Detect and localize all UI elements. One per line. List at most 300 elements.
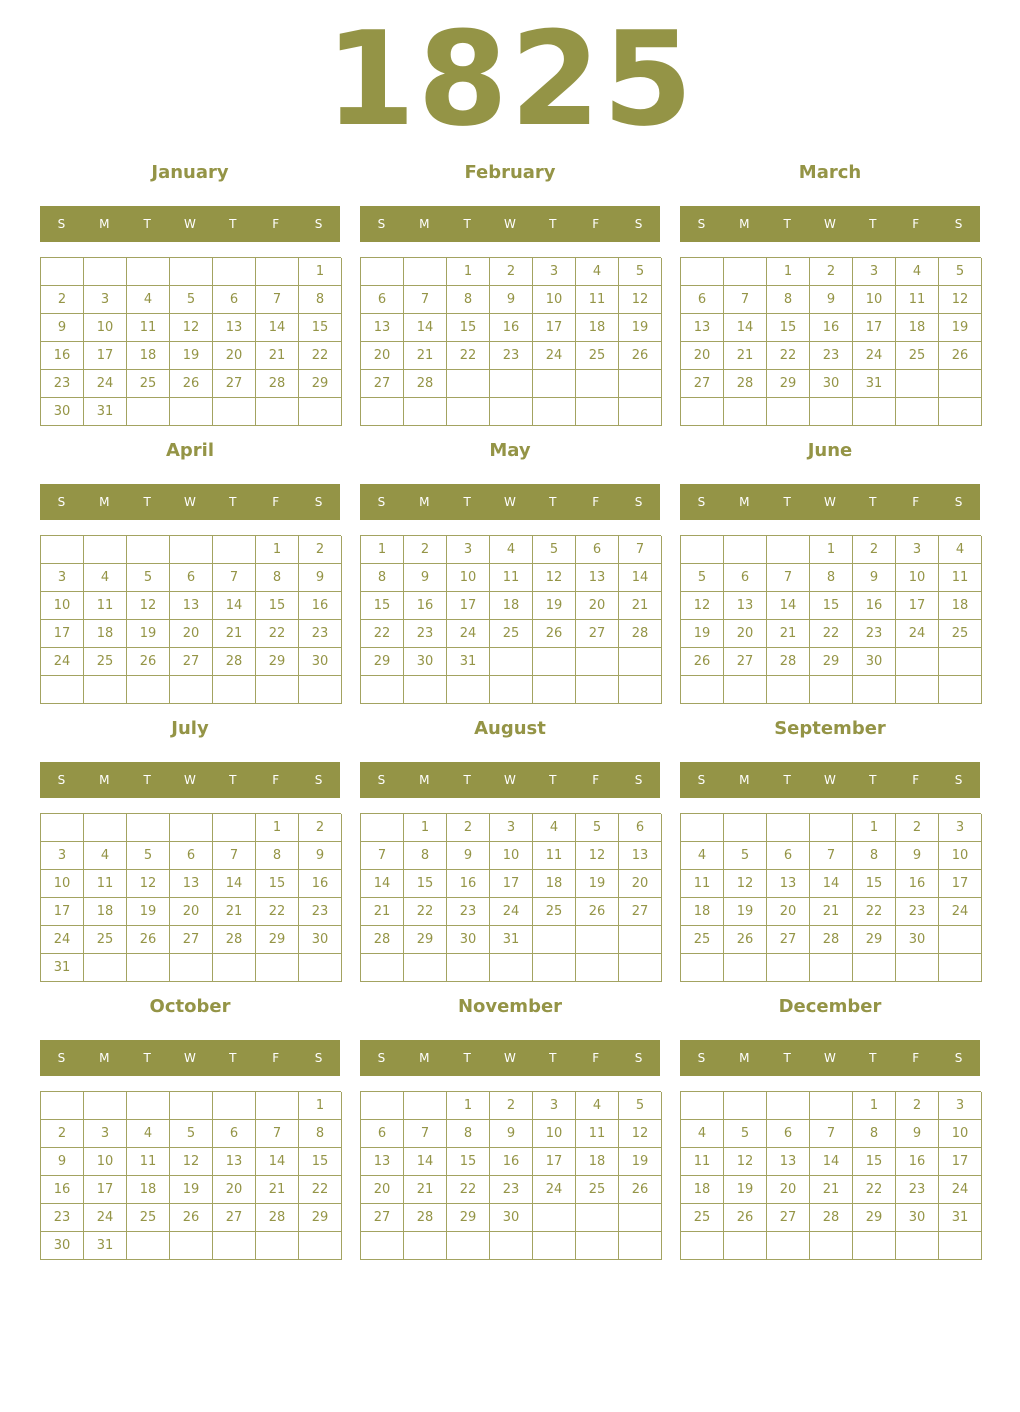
empty-day-cell	[361, 954, 404, 982]
day-cell: 11	[576, 286, 619, 314]
day-cell: 14	[619, 564, 662, 592]
day-cell: 18	[84, 620, 127, 648]
empty-day-cell	[853, 398, 896, 426]
empty-day-cell	[170, 398, 213, 426]
day-cell: 27	[170, 926, 213, 954]
weekday-label: T	[143, 1051, 151, 1065]
day-cell: 6	[681, 286, 724, 314]
day-cell: 7	[404, 286, 447, 314]
weekday-label: M	[739, 1051, 750, 1065]
day-cell: 15	[361, 592, 404, 620]
day-cell: 8	[767, 286, 810, 314]
day-cell: 6	[361, 286, 404, 314]
weekday-label: T	[229, 773, 237, 787]
month-title: July	[171, 718, 209, 739]
day-cell: 6	[170, 564, 213, 592]
weekday-label: S	[634, 217, 643, 231]
weekday-label: S	[634, 1051, 643, 1065]
empty-day-cell	[256, 954, 299, 982]
day-grid	[680, 257, 981, 426]
day-cell: 31	[84, 1232, 127, 1260]
day-cell: 20	[576, 592, 619, 620]
day-cell: 14	[361, 870, 404, 898]
day-cell: 9	[41, 314, 84, 342]
day-cell: 12	[939, 286, 982, 314]
day-cell: 11	[84, 870, 127, 898]
day-cell: 12	[127, 592, 170, 620]
weekday-header	[40, 762, 340, 798]
day-cell: 11	[896, 286, 939, 314]
day-cell: 16	[299, 592, 342, 620]
day-cell: 24	[84, 1204, 127, 1232]
weekday-label: W	[184, 217, 196, 231]
day-cell: 12	[127, 870, 170, 898]
day-cell: 7	[404, 1120, 447, 1148]
day-cell: 22	[853, 898, 896, 926]
day-cell: 20	[619, 870, 662, 898]
day-cell: 21	[404, 1176, 447, 1204]
empty-day-cell	[447, 676, 490, 704]
day-cell: 15	[256, 592, 299, 620]
day-cell: 26	[619, 342, 662, 370]
day-cell: 4	[681, 842, 724, 870]
empty-day-cell	[767, 814, 810, 842]
day-cell: 15	[299, 1148, 342, 1176]
day-cell: 6	[213, 1120, 256, 1148]
weekday-label: T	[143, 773, 151, 787]
weekday-label: S	[314, 217, 323, 231]
empty-day-cell	[41, 676, 84, 704]
empty-day-cell	[41, 1092, 84, 1120]
weekday-label: F	[912, 495, 920, 509]
day-cell: 31	[939, 1204, 982, 1232]
day-cell: 17	[41, 620, 84, 648]
empty-day-cell	[361, 258, 404, 286]
day-cell: 15	[404, 870, 447, 898]
empty-day-cell	[213, 536, 256, 564]
empty-day-cell	[256, 398, 299, 426]
day-cell: 23	[41, 1204, 84, 1232]
weekday-label: F	[592, 1051, 600, 1065]
empty-day-cell	[810, 954, 853, 982]
empty-day-cell	[853, 1232, 896, 1260]
empty-day-cell	[810, 1232, 853, 1260]
day-cell: 14	[213, 870, 256, 898]
day-cell: 30	[896, 926, 939, 954]
day-cell: 3	[490, 814, 533, 842]
empty-day-cell	[490, 1232, 533, 1260]
weekday-label: S	[377, 1051, 386, 1065]
day-cell: 27	[767, 926, 810, 954]
day-cell: 22	[256, 898, 299, 926]
empty-day-cell	[896, 676, 939, 704]
day-cell: 3	[533, 258, 576, 286]
day-cell: 1	[404, 814, 447, 842]
weekday-label: F	[912, 773, 920, 787]
day-cell: 1	[767, 258, 810, 286]
day-cell: 17	[490, 870, 533, 898]
day-cell: 28	[361, 926, 404, 954]
day-cell: 13	[170, 870, 213, 898]
day-cell: 12	[170, 1148, 213, 1176]
weekday-label: T	[783, 773, 791, 787]
day-cell: 21	[810, 1176, 853, 1204]
empty-day-cell	[533, 648, 576, 676]
day-cell: 8	[361, 564, 404, 592]
empty-day-cell	[361, 398, 404, 426]
empty-day-cell	[84, 814, 127, 842]
empty-day-cell	[361, 814, 404, 842]
day-cell: 30	[299, 648, 342, 676]
day-cell: 12	[681, 592, 724, 620]
empty-day-cell	[724, 814, 767, 842]
day-cell: 22	[853, 1176, 896, 1204]
empty-day-cell	[490, 398, 533, 426]
day-cell: 23	[810, 342, 853, 370]
weekday-label: W	[504, 495, 516, 509]
day-cell: 22	[447, 342, 490, 370]
day-cell: 19	[127, 898, 170, 926]
day-cell: 5	[170, 1120, 213, 1148]
weekday-label: W	[824, 217, 836, 231]
empty-day-cell	[896, 398, 939, 426]
day-cell: 12	[533, 564, 576, 592]
day-cell: 27	[361, 1204, 404, 1232]
day-cell: 4	[576, 1092, 619, 1120]
day-cell: 19	[724, 1176, 767, 1204]
day-cell: 14	[404, 314, 447, 342]
empty-day-cell	[127, 398, 170, 426]
day-cell: 26	[681, 648, 724, 676]
day-cell: 7	[256, 286, 299, 314]
weekday-label: M	[419, 773, 430, 787]
day-cell: 25	[84, 648, 127, 676]
empty-day-cell	[939, 370, 982, 398]
day-cell: 26	[533, 620, 576, 648]
day-cell: 23	[299, 620, 342, 648]
empty-day-cell	[127, 676, 170, 704]
day-cell: 16	[896, 870, 939, 898]
weekday-label: S	[954, 773, 963, 787]
day-cell: 25	[681, 1204, 724, 1232]
weekday-label: M	[419, 1051, 430, 1065]
weekday-label: T	[549, 495, 557, 509]
day-cell: 10	[41, 870, 84, 898]
weekday-label: W	[824, 495, 836, 509]
empty-day-cell	[84, 954, 127, 982]
empty-day-cell	[533, 1232, 576, 1260]
day-cell: 17	[896, 592, 939, 620]
weekday-label: T	[143, 217, 151, 231]
empty-day-cell	[127, 814, 170, 842]
weekday-label: T	[229, 1051, 237, 1065]
empty-day-cell	[170, 954, 213, 982]
weekday-label: S	[697, 773, 706, 787]
empty-day-cell	[724, 1092, 767, 1120]
day-cell: 1	[853, 1092, 896, 1120]
empty-day-cell	[767, 1232, 810, 1260]
day-cell: 21	[256, 1176, 299, 1204]
day-cell: 20	[213, 1176, 256, 1204]
empty-day-cell	[853, 954, 896, 982]
day-cell: 21	[619, 592, 662, 620]
empty-day-cell	[533, 370, 576, 398]
day-cell: 24	[84, 370, 127, 398]
day-cell: 11	[576, 1120, 619, 1148]
empty-day-cell	[299, 398, 342, 426]
empty-day-cell	[404, 676, 447, 704]
day-cell: 15	[810, 592, 853, 620]
empty-day-cell	[213, 954, 256, 982]
day-cell: 18	[896, 314, 939, 342]
weekday-label: F	[912, 1051, 920, 1065]
day-cell: 26	[619, 1176, 662, 1204]
day-cell: 26	[127, 926, 170, 954]
day-cell: 11	[533, 842, 576, 870]
empty-day-cell	[447, 370, 490, 398]
empty-day-cell	[939, 926, 982, 954]
day-cell: 10	[84, 314, 127, 342]
day-cell: 27	[767, 1204, 810, 1232]
day-cell: 9	[896, 1120, 939, 1148]
day-cell: 2	[490, 258, 533, 286]
empty-day-cell	[41, 814, 84, 842]
day-cell: 4	[896, 258, 939, 286]
weekday-label: S	[697, 217, 706, 231]
day-cell: 2	[853, 536, 896, 564]
empty-day-cell	[681, 814, 724, 842]
day-cell: 14	[256, 1148, 299, 1176]
day-cell: 5	[619, 258, 662, 286]
day-cell: 10	[84, 1148, 127, 1176]
empty-day-cell	[213, 676, 256, 704]
day-cell: 27	[724, 648, 767, 676]
weekday-label: S	[57, 1051, 66, 1065]
day-cell: 25	[127, 370, 170, 398]
empty-day-cell	[170, 676, 213, 704]
empty-day-cell	[896, 370, 939, 398]
empty-day-cell	[256, 1232, 299, 1260]
weekday-label: F	[272, 217, 280, 231]
day-cell: 11	[127, 314, 170, 342]
day-cell: 25	[127, 1204, 170, 1232]
day-cell: 23	[853, 620, 896, 648]
day-cell: 15	[299, 314, 342, 342]
empty-day-cell	[84, 1092, 127, 1120]
day-cell: 2	[299, 814, 342, 842]
empty-day-cell	[256, 258, 299, 286]
day-cell: 29	[404, 926, 447, 954]
weekday-label: T	[549, 217, 557, 231]
day-cell: 28	[767, 648, 810, 676]
empty-day-cell	[404, 1232, 447, 1260]
day-cell: 4	[939, 536, 982, 564]
day-cell: 16	[490, 1148, 533, 1176]
day-cell: 4	[127, 1120, 170, 1148]
day-cell: 24	[490, 898, 533, 926]
empty-day-cell	[170, 1232, 213, 1260]
day-grid	[360, 257, 661, 426]
day-cell: 7	[767, 564, 810, 592]
day-cell: 15	[853, 1148, 896, 1176]
weekday-header	[40, 484, 340, 520]
day-cell: 1	[447, 258, 490, 286]
day-cell: 18	[533, 870, 576, 898]
day-cell: 16	[447, 870, 490, 898]
empty-day-cell	[724, 954, 767, 982]
day-cell: 2	[41, 1120, 84, 1148]
empty-day-cell	[361, 1232, 404, 1260]
day-cell: 6	[170, 842, 213, 870]
day-cell: 10	[533, 1120, 576, 1148]
day-cell: 27	[170, 648, 213, 676]
day-cell: 9	[299, 842, 342, 870]
weekday-label: W	[824, 773, 836, 787]
empty-day-cell	[361, 1092, 404, 1120]
day-cell: 10	[533, 286, 576, 314]
day-cell: 4	[84, 842, 127, 870]
day-cell: 20	[767, 1176, 810, 1204]
day-cell: 19	[681, 620, 724, 648]
empty-day-cell	[724, 258, 767, 286]
empty-day-cell	[810, 676, 853, 704]
day-cell: 3	[939, 1092, 982, 1120]
day-cell: 29	[299, 370, 342, 398]
weekday-label: W	[184, 773, 196, 787]
day-cell: 25	[939, 620, 982, 648]
empty-day-cell	[896, 954, 939, 982]
day-cell: 21	[724, 342, 767, 370]
empty-day-cell	[213, 814, 256, 842]
weekday-label: T	[869, 495, 877, 509]
day-cell: 31	[84, 398, 127, 426]
day-cell: 19	[533, 592, 576, 620]
month-title: February	[464, 162, 556, 183]
empty-day-cell	[127, 1232, 170, 1260]
day-cell: 24	[533, 1176, 576, 1204]
weekday-label: S	[697, 1051, 706, 1065]
day-cell: 1	[256, 814, 299, 842]
day-cell: 13	[213, 1148, 256, 1176]
day-cell: 25	[490, 620, 533, 648]
empty-day-cell	[939, 398, 982, 426]
day-cell: 2	[896, 1092, 939, 1120]
empty-day-cell	[361, 676, 404, 704]
day-cell: 22	[299, 1176, 342, 1204]
day-cell: 10	[939, 842, 982, 870]
weekday-label: M	[739, 495, 750, 509]
day-cell: 24	[896, 620, 939, 648]
day-cell: 21	[213, 620, 256, 648]
empty-day-cell	[447, 398, 490, 426]
weekday-label: S	[377, 773, 386, 787]
day-cell: 14	[256, 314, 299, 342]
day-cell: 16	[853, 592, 896, 620]
day-cell: 16	[810, 314, 853, 342]
day-cell: 25	[533, 898, 576, 926]
empty-day-cell	[256, 1092, 299, 1120]
empty-day-cell	[681, 676, 724, 704]
day-cell: 2	[299, 536, 342, 564]
empty-day-cell	[127, 1092, 170, 1120]
day-cell: 7	[619, 536, 662, 564]
day-cell: 13	[213, 314, 256, 342]
day-cell: 3	[447, 536, 490, 564]
day-cell: 23	[447, 898, 490, 926]
weekday-label: F	[592, 495, 600, 509]
day-grid	[40, 1091, 341, 1260]
day-cell: 30	[41, 1232, 84, 1260]
day-cell: 8	[853, 1120, 896, 1148]
day-cell: 29	[447, 1204, 490, 1232]
empty-day-cell	[619, 648, 662, 676]
day-grid	[680, 1091, 981, 1260]
day-cell: 5	[127, 564, 170, 592]
day-cell: 3	[41, 842, 84, 870]
weekday-label: S	[57, 495, 66, 509]
day-cell: 25	[896, 342, 939, 370]
day-cell: 16	[404, 592, 447, 620]
day-cell: 7	[361, 842, 404, 870]
day-cell: 17	[939, 1148, 982, 1176]
empty-day-cell	[127, 536, 170, 564]
day-cell: 31	[853, 370, 896, 398]
weekday-label: S	[314, 495, 323, 509]
day-cell: 19	[170, 342, 213, 370]
day-cell: 6	[213, 286, 256, 314]
day-cell: 26	[724, 926, 767, 954]
day-cell: 19	[127, 620, 170, 648]
day-cell: 1	[361, 536, 404, 564]
day-cell: 10	[490, 842, 533, 870]
day-cell: 7	[213, 564, 256, 592]
weekday-label: T	[229, 495, 237, 509]
empty-day-cell	[533, 676, 576, 704]
day-grid	[40, 257, 341, 426]
empty-day-cell	[681, 954, 724, 982]
empty-day-cell	[447, 954, 490, 982]
day-cell: 11	[681, 870, 724, 898]
day-cell: 18	[681, 1176, 724, 1204]
day-cell: 30	[490, 1204, 533, 1232]
month-title: May	[489, 440, 531, 461]
weekday-label: M	[739, 773, 750, 787]
weekday-label: S	[634, 773, 643, 787]
day-cell: 9	[810, 286, 853, 314]
day-cell: 3	[41, 564, 84, 592]
day-cell: 13	[724, 592, 767, 620]
weekday-label: S	[57, 217, 66, 231]
day-cell: 18	[490, 592, 533, 620]
day-cell: 1	[447, 1092, 490, 1120]
day-cell: 8	[256, 842, 299, 870]
empty-day-cell	[767, 536, 810, 564]
empty-day-cell	[853, 676, 896, 704]
weekday-label: F	[592, 773, 600, 787]
empty-day-cell	[404, 954, 447, 982]
day-cell: 3	[939, 814, 982, 842]
weekday-label: T	[143, 495, 151, 509]
day-cell: 17	[939, 870, 982, 898]
day-cell: 28	[213, 926, 256, 954]
day-cell: 9	[447, 842, 490, 870]
weekday-label: W	[184, 1051, 196, 1065]
day-cell: 4	[576, 258, 619, 286]
weekday-label: T	[549, 773, 557, 787]
day-cell: 16	[896, 1148, 939, 1176]
day-cell: 16	[41, 342, 84, 370]
day-cell: 20	[767, 898, 810, 926]
